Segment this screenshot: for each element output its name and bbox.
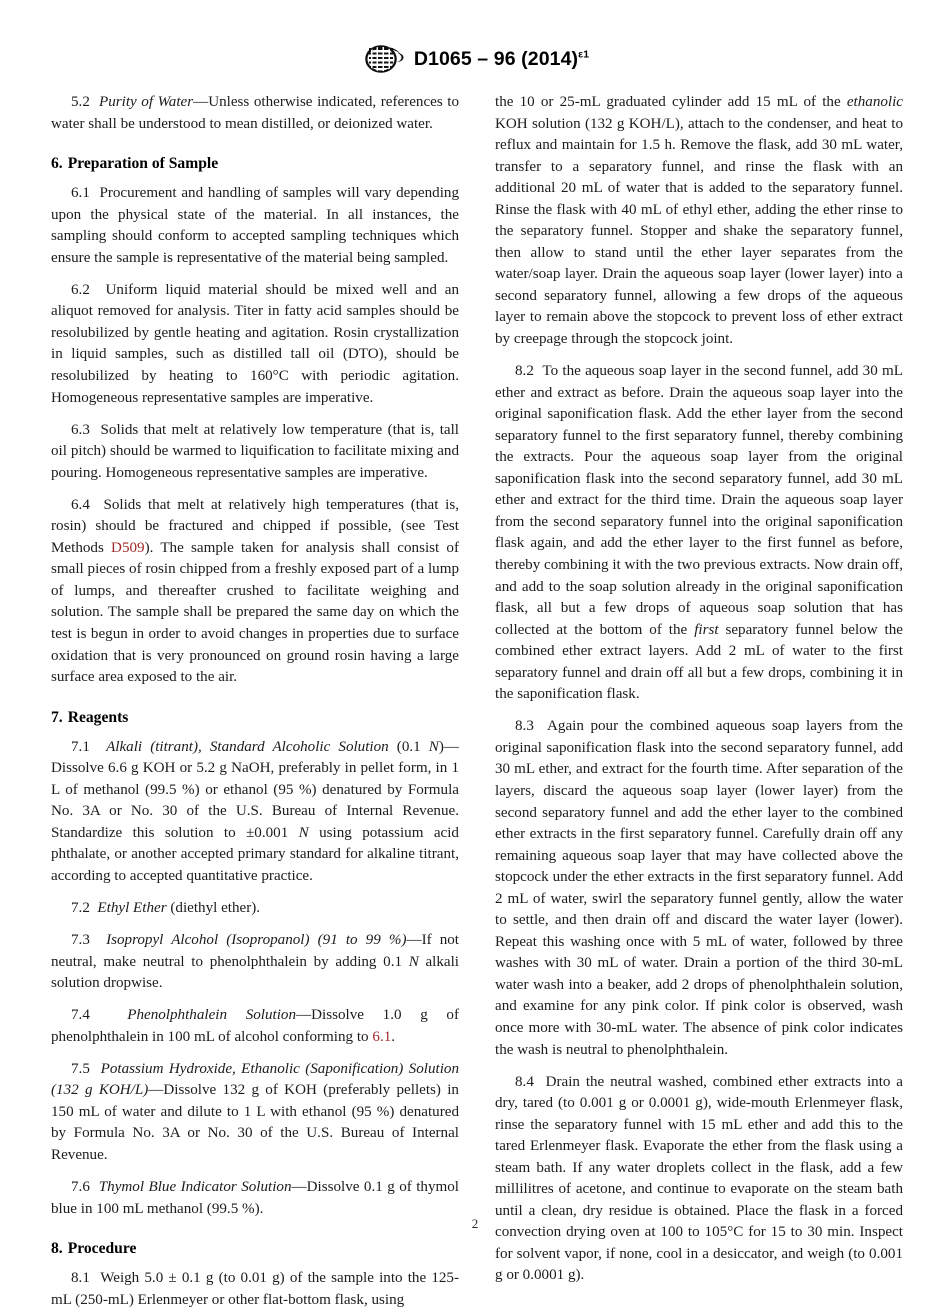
para-body-2: alkali solution dropwise. <box>51 953 459 992</box>
section-number: 8. <box>51 1240 63 1258</box>
paren-after: ) <box>438 738 444 755</box>
em-dash: — <box>291 1178 307 1195</box>
section-title: Procedure <box>67 1240 137 1258</box>
section-heading-8 <box>51 1239 459 1259</box>
paragraph-7-4 <box>51 1005 459 1048</box>
para-number: 8.3 <box>515 718 534 735</box>
para-number: 6.1 <box>71 185 90 202</box>
para-number: 6.2 <box>71 281 90 298</box>
run-in-heading: Phenolphthalein Solution <box>127 1007 297 1024</box>
page-number: 2 <box>471 1216 479 1231</box>
page-footer <box>0 1216 950 1232</box>
para-body: Unless otherwise indicated, references to water shall be understood to mean distilled, or deionized water. <box>51 94 460 132</box>
para-body: Again pour the combined aqueous soap layers from the original saponification flask into the second separatory funnel, add 30 mL ether, and extract for the fourth time. After separation of the layers, discard the aqueous soap layer (lower layer) from the second separatory funnel and add the ether layer to the combined ether extracts in the first separatory funnel. Carefully drain off any remaining aqueous soap layer that may have collected above the stopcock under the ether extracts in the first separatory funnel. Add 2 mL of water, swirl the separatory funnel gently, allow the water to settle, and then drain off and discard the water layer (lower). Repeat this washing once with 5 mL of water, followed by three washes with 30 mL of water. Drain a portion of the third 30-mL water wash into a beaker, add 2 drops of phenolphthalein solution, and examine for any pink color. If pink color is observed, wash once more with 30-mL water. The absence of pink color indicates the wash is neutral to phenolphthalein. <box>495 718 904 1058</box>
para-number: 5.2 <box>71 94 90 110</box>
revision-superscript: ε1 <box>578 48 590 60</box>
para-number: 6.3 <box>71 421 90 438</box>
para-number: 6.4 <box>71 496 90 513</box>
para-body-1: Dissolve 6.6 g KOH or 5.2 g NaOH, preferably in pellet form, in 1 L of methanol (99.5 %) or ethanol (95 %) denatured by Formula No. 3A or No. 30 of the U.S. Bureau of Internal Revenue. Standardize this solution to ±0.001 <box>51 760 459 841</box>
section-heading-7 <box>51 708 459 728</box>
left-column <box>51 92 459 1311</box>
para-body-before-link: Dissolve 1.0 g of phenolphthalein in 100 mL of alcohol conforming to <box>51 1007 460 1045</box>
para-body: Uniform liquid material should be mixed well and an aliquot removed for analysis. Titer in fatty acid samples should be resolubilized by gentle heating and agitation. Rosin crystallization in liquid samples, such as distilled tall oil (DTO), should be resolubilized by heating to 160°C with periodic agitation. Homogeneous representative samples are imperative. <box>51 281 460 406</box>
section-number: 7. <box>51 708 63 726</box>
para-body: (diethyl ether). <box>166 899 261 916</box>
normality-symbol: N <box>408 953 419 970</box>
para-number: 7.1 <box>71 738 90 755</box>
section-heading-6 <box>51 154 459 174</box>
normality-symbol: N <box>298 824 309 841</box>
two-column-body <box>51 92 903 1311</box>
para-body-after-link: ). The sample taken for analysis shall consist of small pieces of rosin chipped from a freshly exposed part of a lump of lumps, and thereafter crushed to facilitate weighing and solution. The sample shall be prepared the same day on which the test is begun in order to avoid changes in properties due to surface oxidation that is very pronounced on ground rosin having a large surface area exposed to the air. <box>51 539 459 686</box>
para-body-before-link: Solids that melt at relatively high temperatures (that is, rosin) should be fractured and chipped if possible, (see Test Methods <box>51 496 460 556</box>
para-body: Solids that melt at relatively low temperature (that is, tall oil pitch) should be warmed to liquification to facilitate mixing and pouring. Homogeneous representative samples are imperative. <box>51 421 459 481</box>
em-dash: — <box>148 1082 164 1099</box>
para-body: Drain the neutral washed, combined ether extracts into a dry, tared (to 0.001 g or 0.0001 g), wide-mouth Erlenmeyer flask, rinse the separatory funnel with 15 mL ether and add this to the tared Erlenmeyer flask. Evaporate the ether from the flask using a steam bath. If any water droplets collect in the flask, add a few millilitres of acetone, and continue to evaporate on the steam bath until a clean, dry residue is obtained. Place the flask in a forced convection drying oven at 100 to 105°C for 15 to 30 min. Inspect for solvent vapor, if none, cool in a desiccator, and weigh (to 0.001 g or 0.0001 g). <box>495 1073 903 1284</box>
para-body-2: KOH solution (132 g KOH/L), attach to the condenser, and heat to reflux and maintain for 1.5 h. Remove the flask, add 30 mL water, transfer to a separatory funnel, and rinse the flask with an additional 20 mL of water that is added to the separatory funnel. Rinse the flask with 40 mL of ethyl ether, adding the ether rinse to the separatory funnel. Stopper and shake the separatory funnel, then allow to stand until the ether layer separates from the water/soap layer. Drain the aqueous soap layer (lower layer) into a second separatory funnel, allowing a few drops of the aqueous layer to remain above the stopcock to prevent loss of ether extract by creepage through the stopcock joint. <box>495 115 903 348</box>
run-in-heading: Isopropyl Alcohol (Isopropanol) (91 to 99 %) <box>106 932 407 948</box>
normality-symbol: N <box>428 738 439 755</box>
paren-before: (0.1 <box>388 738 429 755</box>
para-number: 7.5 <box>71 1060 90 1077</box>
para-number: 8.2 <box>515 363 534 380</box>
astm-logo <box>361 44 405 74</box>
paragraph-8-1-continued <box>495 92 903 351</box>
para-body-2: using potassium acid phthalate, or another accepted primary standard for alkaline titrant, according to accepted quantitative practice. <box>51 824 459 884</box>
cross-reference-link-d509[interactable]: D509 <box>111 539 145 556</box>
paragraph-8-2 <box>495 361 903 706</box>
paragraph-8-1-start <box>51 1268 459 1311</box>
para-body: Weigh 5.0 ± 0.1 g (to 0.01 g) of the sample into the 125-mL (250-mL) Erlenmeyer or other flat-bottom flask, using <box>51 1270 459 1308</box>
para-number: 7.6 <box>71 1178 90 1195</box>
em-dash: — <box>296 1007 312 1024</box>
em-dash: — <box>443 738 459 755</box>
para-body: Dissolve 0.1 g of thymol blue in 100 mL methanol (99.5 %). <box>51 1178 459 1217</box>
designation-text: D1065 – 96 (2014) <box>413 47 579 70</box>
paragraph-7-3 <box>51 930 459 995</box>
page-header <box>0 44 950 74</box>
section-title: Reagents <box>67 708 129 726</box>
para-number: 7.2 <box>71 899 90 916</box>
paragraph-6-3 <box>51 420 459 485</box>
run-in-heading: Purity of Water <box>99 94 194 110</box>
paragraph-7-6 <box>51 1177 459 1220</box>
paragraph-8-3 <box>495 716 903 1061</box>
paragraph-7-5 <box>51 1059 459 1167</box>
run-in-heading: Potassium Hydroxide, Ethanolic (Saponification) Solution (132 g KOH/L) <box>51 1060 459 1099</box>
paragraph-7-2 <box>51 898 459 920</box>
em-dash: — <box>193 94 209 110</box>
para-body: Procurement and handling of samples will vary depending upon the physical state of the material. In all instances, the sampling should conform to accepted sampling techniques which ensure the sample is representative of the material being sampled. <box>51 185 459 266</box>
cross-reference-link-6-1[interactable]: 6.1 <box>372 1028 392 1045</box>
run-in-heading: Ethyl Ether <box>97 899 167 916</box>
run-in-heading: Alkali (titrant), Standard Alcoholic Solution <box>106 738 389 755</box>
section-number: 6. <box>51 155 63 173</box>
para-body: Dissolve 132 g of KOH (preferably pellets) in 150 mL of water and dilute to 1 L with ethanol (95 %) denatured by Formula No. 3A or No. 30 of the U.S. Bureau of Internal Revenue. <box>51 1082 459 1163</box>
run-in-heading: Thymol Blue Indicator Solution <box>98 1178 292 1195</box>
para-number: 7.3 <box>71 932 90 948</box>
para-body-2: separatory funnel below the combined ether extract layers. Add 2 mL of water to the first separatory funnel and drain off all but a few drops, combining it in the saponification flask. <box>495 621 904 703</box>
para-number: 7.4 <box>71 1007 90 1024</box>
paragraph-5-2 <box>51 92 459 135</box>
para-body-1: the 10 or 25-mL graduated cylinder add 15 mL of the <box>495 94 847 110</box>
para-body-1: If not neutral, make neutral to phenolphthalein by adding 0.1 <box>51 932 459 970</box>
para-number: 8.1 <box>71 1270 90 1287</box>
para-number: 8.4 <box>515 1073 534 1090</box>
paragraph-7-1 <box>51 737 459 888</box>
emphasis-first: first <box>694 621 719 638</box>
paragraph-6-2 <box>51 280 459 409</box>
paragraph-8-4 <box>495 1072 903 1287</box>
section-title: Preparation of Sample <box>67 155 219 173</box>
paragraph-6-1 <box>51 183 459 269</box>
standard-designation <box>414 48 589 71</box>
right-column <box>495 92 903 1311</box>
para-body-1: To the aqueous soap layer in the second funnel, add 30 mL ether and extract as before. Drain the aqueous soap layer into the original saponification flask. Add the ether layer from the second separatory funnel to the first separatory funnel, thereby combining the extracts. Pour the aqueous soap layer from the original saponification flask into the second separatory funnel, add 30 mL ether and extract for the third time. Drain the aqueous soap layer from the second separatory funnel into the original saponification flask again, and add the ether layer to the first funnel as before, thereby combining it with the two previous extracts. Now drain off, and add to the soap solution already in the original saponification flask, all but a few drops of aqueous soap solution that has collected at the bottom of the <box>495 363 904 638</box>
emphasis-ethanolic: ethanolic <box>846 94 903 110</box>
para-body-after-link: . <box>391 1028 396 1045</box>
em-dash: — <box>406 932 422 948</box>
paragraph-6-4 <box>51 495 459 689</box>
